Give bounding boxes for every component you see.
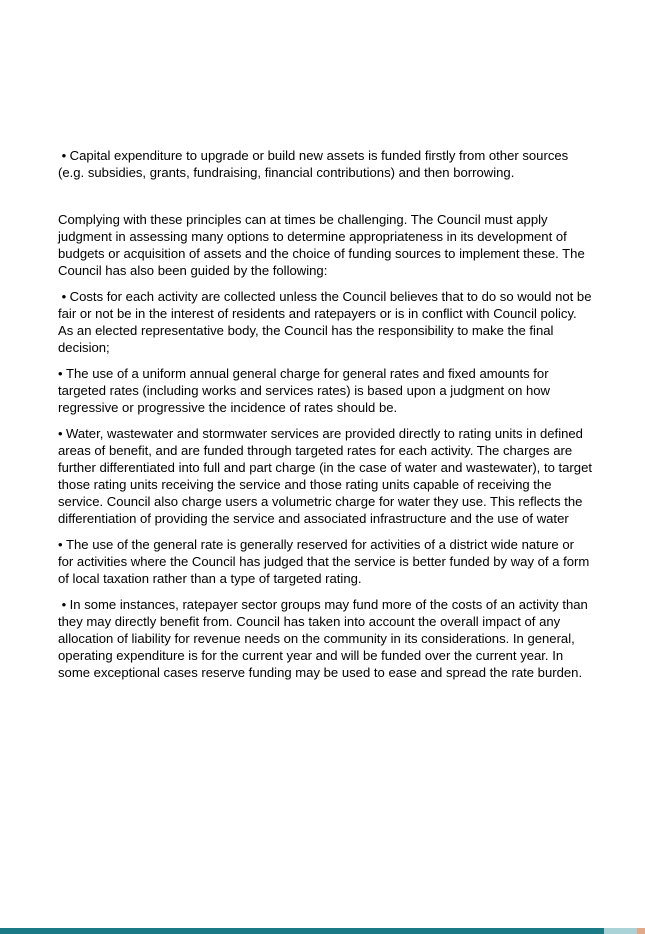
bullet-general-rate <box>58 536 592 587</box>
bullet-ratepayer-groups <box>58 596 592 681</box>
bullet-text: Water, wastewater and stormwater services are provided directly to rating units in defined areas of benefit, and are funded through targeted rates for each activity. The charges are further differentiated into full and part charge (in the case of water and wastewater), to target those rating units receiving the service and those rating units capable of receiving the service. Council also charge users a volumetric charge for water they use. This reflects the differentiation of providing the service and associated infrastructure and the use of water <box>58 426 592 526</box>
footer-bar <box>0 928 604 934</box>
bullet-water-services <box>58 425 592 527</box>
bullet-text: The use of the general rate is generally reserved for activities of a district wide nature or for activities where the Council has judged that the service is better funded by way of a form of local taxation rather than a type of targeted rating. <box>58 537 590 586</box>
bullet-capital-expenditure <box>58 147 592 181</box>
bullet-text: Capital expenditure to upgrade or build new assets is funded firstly from other sources (e.g. subsidies, grants, fundraising, financial contributions) and then borrowing. <box>58 148 569 180</box>
bullet-icon: • <box>58 537 63 552</box>
bullet-text: Costs for each activity are collected unless the Council believes that to do so would not be fair or not be in the interest of residents and ratepayers or is in conflict with Council policy. As an elected representative body, the Council has the responsibility to make the final decision; <box>58 289 592 355</box>
document-body <box>58 147 592 681</box>
bullet-icon: • <box>58 426 63 441</box>
bullet-text: In some instances, ratepayer sector groups may fund more of the costs of an activity than they may directly benefit from. Council has taken into account the overall impact of any allocation of liability for revenue needs on the community in its considerations. In general, operating expenditure is for the current year and will be funded over the current year. In some exceptional cases reserve funding may be used to ease and spread the rate burden. <box>58 597 588 680</box>
footer-bar-light <box>604 928 637 934</box>
bullet-text: The use of a uniform annual general charge for general rates and fixed amounts for targeted rates (including works and services rates) is based upon a judgment on how regressive or progressive the incidence of rates should be. <box>58 366 551 415</box>
bullet-icon: • <box>61 289 67 304</box>
bullet-icon: • <box>61 148 67 163</box>
bullet-icon: • <box>58 366 63 381</box>
bullet-icon: • <box>61 597 67 612</box>
bullet-uniform-charge <box>58 365 592 416</box>
footer-bar-accent <box>637 928 645 934</box>
bullet-costs-activity <box>58 288 592 356</box>
intro-paragraph: Complying with these principles can at times be challenging. The Council must apply judgment in assessing many options to determine appropriateness in its development of budgets or acquisition of assets and the choice of funding sources to implement these. The Council has also been guided by the following: <box>58 212 585 278</box>
